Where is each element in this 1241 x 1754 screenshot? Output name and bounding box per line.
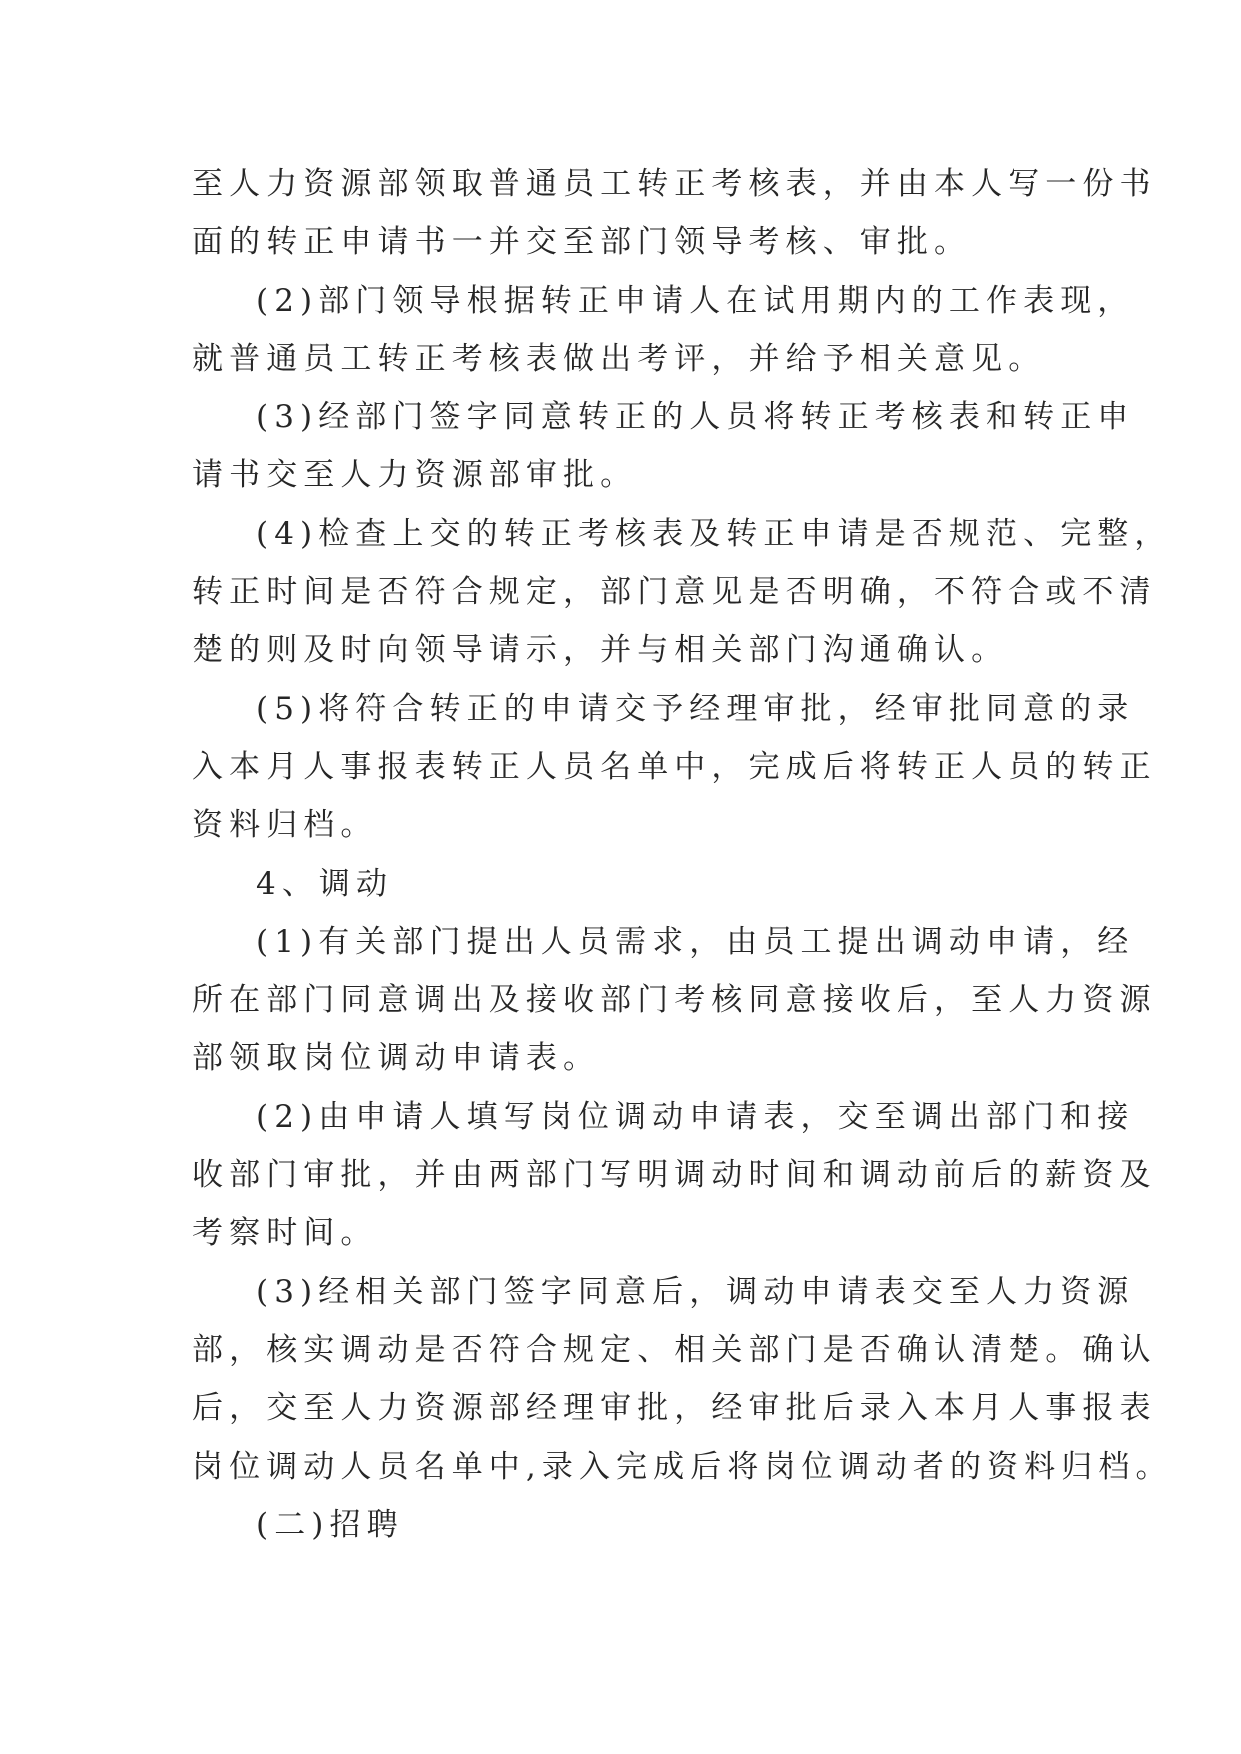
- text-line: 后，交至人力资源部经理审批，经审批后录入本月人事报表: [192, 1390, 1157, 1427]
- text-line: 转正时间是否符合规定，部门意见是否明确，不符合或不清: [192, 574, 1157, 611]
- text-line: 楚的则及时向领导请示，并与相关部门沟通确认。: [192, 632, 1009, 669]
- text-line: 至人力资源部领取普通员工转正考核表，并由本人写一份书: [192, 166, 1157, 202]
- text-line: 岗位调动人员名单中,录入完成后将岗位调动者的资料归档。: [192, 1448, 1173, 1485]
- text-line: 部领取岗位调动申请表。: [192, 1040, 601, 1077]
- text-line: (3)经部门签字同意转正的人员将转正考核表和转正申: [256, 399, 1135, 436]
- text-line: (二)招聘: [256, 1506, 404, 1543]
- text-line: (1)有关部门提出人员需求，由员工提出调动申请，经: [256, 923, 1135, 960]
- text-line: 入本月人事报表转正人员名单中，完成后将转正人员的转正: [192, 748, 1157, 785]
- text-line: 收部门审批，并由两部门写明调动时间和调动前后的薪资及: [192, 1157, 1157, 1194]
- text-line: 所在部门同意调出及接收部门考核同意接收后，至人力资源: [192, 982, 1157, 1019]
- text-line: 部，核实调动是否符合规定、相关部门是否确认清楚。确认: [192, 1331, 1157, 1368]
- document-body: [192, 155, 1173, 1554]
- text-line: (3)经相关部门签字同意后，调动申请表交至人力资源: [256, 1273, 1135, 1310]
- text-line: (4)检查上交的转正考核表及转正申请是否规范、完整，: [256, 515, 1172, 552]
- text-line: 4、调动: [256, 865, 394, 902]
- text-line: 就普通员工转正考核表做出考评，并给予相关意见。: [192, 340, 1046, 377]
- text-line: (2)部门领导根据转正申请人在试用期内的工作表现，: [256, 282, 1135, 319]
- text-line: 面的转正申请书一并交至部门领导考核、审批。: [192, 224, 972, 261]
- text-line: (5)将符合转正的申请交予经理审批，经审批同意的录: [256, 690, 1135, 727]
- text-line: 资料归档。: [192, 807, 378, 844]
- text-line: 考察时间。: [192, 1215, 378, 1252]
- text-line: 请书交至人力资源部审批。: [192, 457, 638, 494]
- text-line: (2)由申请人填写岗位调动申请表，交至调出部门和接: [256, 1098, 1135, 1135]
